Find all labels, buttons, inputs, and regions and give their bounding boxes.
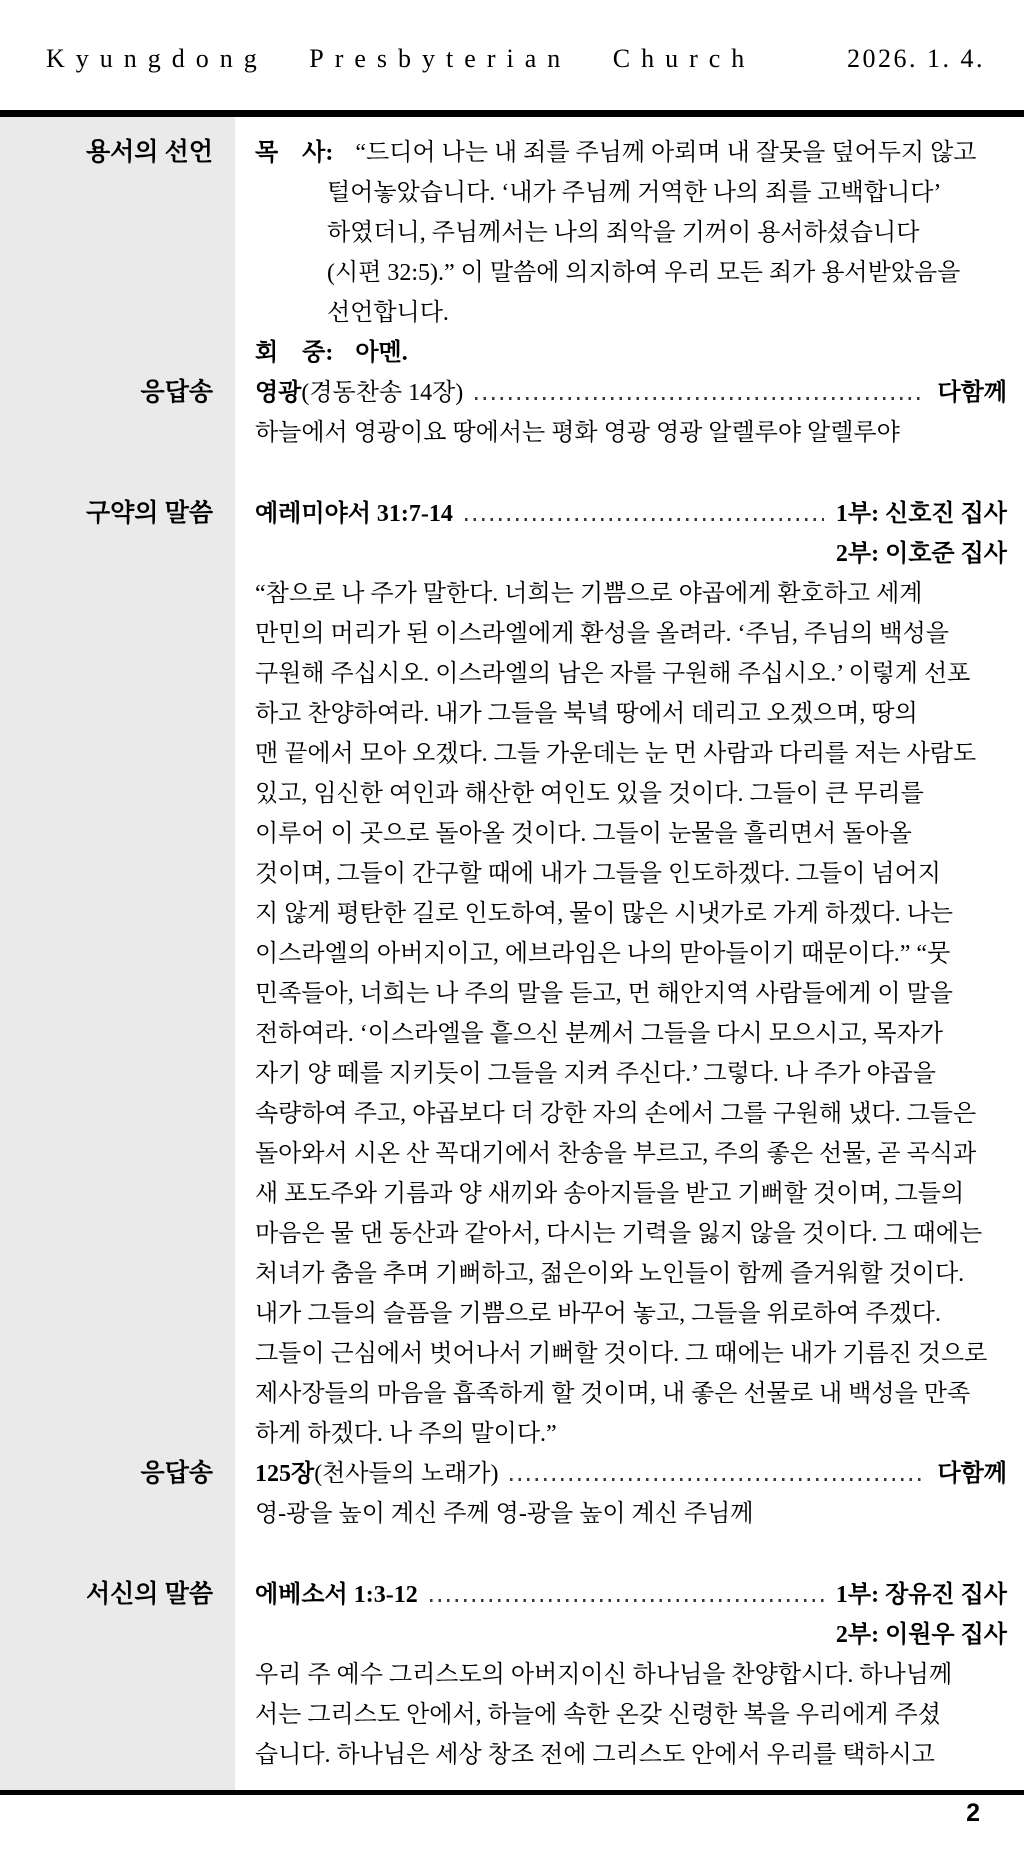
declaration-line: 선언합니다.: [327, 300, 449, 326]
song-title: [255, 373, 463, 413]
passage-line: 서는 그리스도 안에서, 하늘에 속한 온갖 신령한 복을 우리에게 주셨: [255, 1702, 941, 1728]
declaration-line: (시편 32:5).” 이 말씀에 의지하여 우리 모든 죄가 용서받았음을: [327, 260, 961, 286]
passage-line: 것이며, 그들이 간구할 때에 내가 그들을 인도하겠다. 그들이 넘어지: [255, 861, 941, 887]
church-name: Kyungdong Presbyterian Church: [46, 44, 756, 73]
section-gap: [255, 1534, 1007, 1575]
response-song-2-row: [255, 1454, 1007, 1494]
old-testament-header-row: [255, 494, 1007, 534]
congregation-line: [255, 333, 1007, 373]
section-label-old-testament: 구약의 말씀: [85, 500, 213, 527]
passage-line: 있고, 임신한 여인과 해산한 여인도 있을 것이다. 그들이 큰 무리를: [255, 781, 924, 807]
reader-1: 1부: 장유진 집사: [835, 1582, 1007, 1608]
passage-line: “참으로 나 주가 말한다. 너희는 기쁨으로 야곱에게 환호하고 세계: [255, 581, 923, 607]
section-label-response-song-2: 응답송: [140, 1460, 213, 1487]
section-label-epistle: 서신의 말씀: [85, 1581, 213, 1608]
section-label-declaration: 용서의 선언: [85, 139, 213, 166]
song-performer: 다함께: [937, 1461, 1007, 1487]
passage-line: 지 않게 평탄한 길로 인도하여, 물이 많은 시냇가로 가게 하겠다. 나는: [255, 901, 953, 927]
passage-line: 새 포도주와 기름과 양 새끼와 송아지들을 받고 기뻐할 것이며, 그들의: [255, 1181, 965, 1207]
reader-1: 1부: 신호진 집사: [835, 501, 1007, 527]
dotted-leader: [430, 1599, 824, 1602]
passage-line: 내가 그들의 슬픔을 기쁨으로 바꾸어 놓고, 그들을 위로하여 주겠다.: [255, 1301, 941, 1327]
passage-line: 이루어 이 곳으로 돌아올 것이다. 그들이 눈물을 흘리면서 돌아올: [255, 821, 912, 847]
congregation-label: 회 중:: [255, 340, 334, 366]
passage-line: 민족들아, 너희는 나 주의 말을 듣고, 먼 해안지역 사람들에게 이 말을: [255, 981, 953, 1007]
passage-line: 전하여라. ‘이스라엘을 흩으신 분께서 그들을 다시 모으시고, 목자가: [255, 1021, 943, 1047]
sidebar-background: [0, 117, 235, 1790]
reader-2: 2부: 이호준 집사: [835, 541, 1007, 567]
song-title-bold: 125장: [255, 1461, 315, 1487]
song-title-note: (경동찬송 14장): [301, 380, 464, 406]
page-number: 2: [966, 1799, 980, 1827]
declaration-line: 하였더니, 주님께서는 나의 죄악을 기꺼이 용서하셨습니다: [327, 220, 920, 246]
song-lyrics: 영-광을 높이 계신 주께 영-광을 높이 계신 주님께: [255, 1501, 754, 1527]
bottom-rule: [0, 1790, 1024, 1795]
scripture-reference: 예레미야서 31:7-14: [255, 501, 453, 527]
scripture-reference: 에베소서 1:3-12: [255, 1582, 418, 1608]
response-song-1-row: [255, 373, 1007, 413]
passage-line: 하고 찬양하여라. 내가 그들을 북녘 땅에서 데리고 오겠으며, 땅의: [255, 701, 918, 727]
epistle-header-row: [255, 1575, 1007, 1615]
passage-line: 습니다. 하나님은 세상 창조 전에 그리스도 안에서 우리를 택하시고: [255, 1742, 935, 1768]
passage-line: 우리 주 예수 그리스도의 아버지이신 하나님을 찬양합시다. 하나님께: [255, 1662, 953, 1688]
passage-line: 하게 하겠다. 나 주의 말이다.”: [255, 1421, 557, 1447]
passage-line: 자기 양 떼를 지키듯이 그들을 지켜 주신다.’ 그렇다. 나 주가 야곱을: [255, 1061, 936, 1087]
song-title-note: (천사들의 노래가): [314, 1461, 499, 1487]
congregation-response: 아멘.: [355, 340, 408, 366]
bulletin-date: 2026. 1. 4.: [847, 44, 985, 73]
passage-line: 마음은 물 댄 동산과 같아서, 다시는 기력을 잃지 않을 것이다. 그 때에는: [255, 1221, 983, 1247]
passage-line: 처녀가 춤을 추며 기뻐하고, 젊은이와 노인들이 함께 즐거워할 것이다.: [255, 1261, 965, 1287]
top-rule: [0, 110, 1024, 117]
song-lyrics: 하늘에서 영광이요 땅에서는 평화 영광 영광 알렐루야 알렐루야: [255, 420, 900, 446]
dotted-leader: [510, 1478, 925, 1481]
passage-line: 맨 끝에서 모아 오겠다. 그들 가운데는 눈 먼 사람과 다리를 저는 사람도: [255, 741, 977, 767]
passage-line: 속량하여 주고, 야곱보다 더 강한 자의 손에서 그를 구원해 냈다. 그들은: [255, 1101, 977, 1127]
passage-line: 돌아와서 시온 산 꼭대기에서 찬송을 부르고, 주의 좋은 선물, 곧 곡식과: [255, 1141, 977, 1167]
speaker-label: 목 사:: [255, 140, 334, 166]
main-content: [255, 133, 1007, 1775]
section-label-response-song-1: 응답송: [140, 379, 213, 406]
passage-line: 제사장들의 마음을 흡족하게 할 것이며, 내 좋은 선물로 내 백성을 만족: [255, 1381, 971, 1407]
section-gap: [255, 453, 1007, 494]
dotted-leader: [475, 397, 925, 400]
declaration-speaker-line: [255, 133, 1007, 173]
song-title: [255, 1454, 498, 1494]
passage-line: 이스라엘의 아버지이고, 에브라임은 나의 맏아들이기 때문이다.” “뭇: [255, 941, 951, 967]
passage-line: 그들이 근심에서 벗어나서 기뻐할 것이다. 그 때에는 내가 기름진 것으로: [255, 1341, 988, 1367]
passage-line: 구원해 주십시오. 이스라엘의 남은 자를 구원해 주십시오.’ 이렇게 선포: [255, 661, 971, 687]
declaration-line: “드디어 나는 내 죄를 주님께 아뢰며 내 잘못을 덮어두지 않고: [355, 140, 977, 166]
passage-line: 만민의 머리가 된 이스라엘에게 환성을 올려라. ‘주님, 주님의 백성을: [255, 621, 949, 647]
declaration-line: 털어놓았습니다. ‘내가 주님께 거역한 나의 죄를 고백합니다’: [327, 180, 942, 206]
dotted-leader: [465, 518, 824, 521]
song-title-bold: 영광: [255, 380, 302, 406]
song-performer: 다함께: [937, 380, 1007, 406]
reader-2: 2부: 이원우 집사: [835, 1622, 1007, 1648]
